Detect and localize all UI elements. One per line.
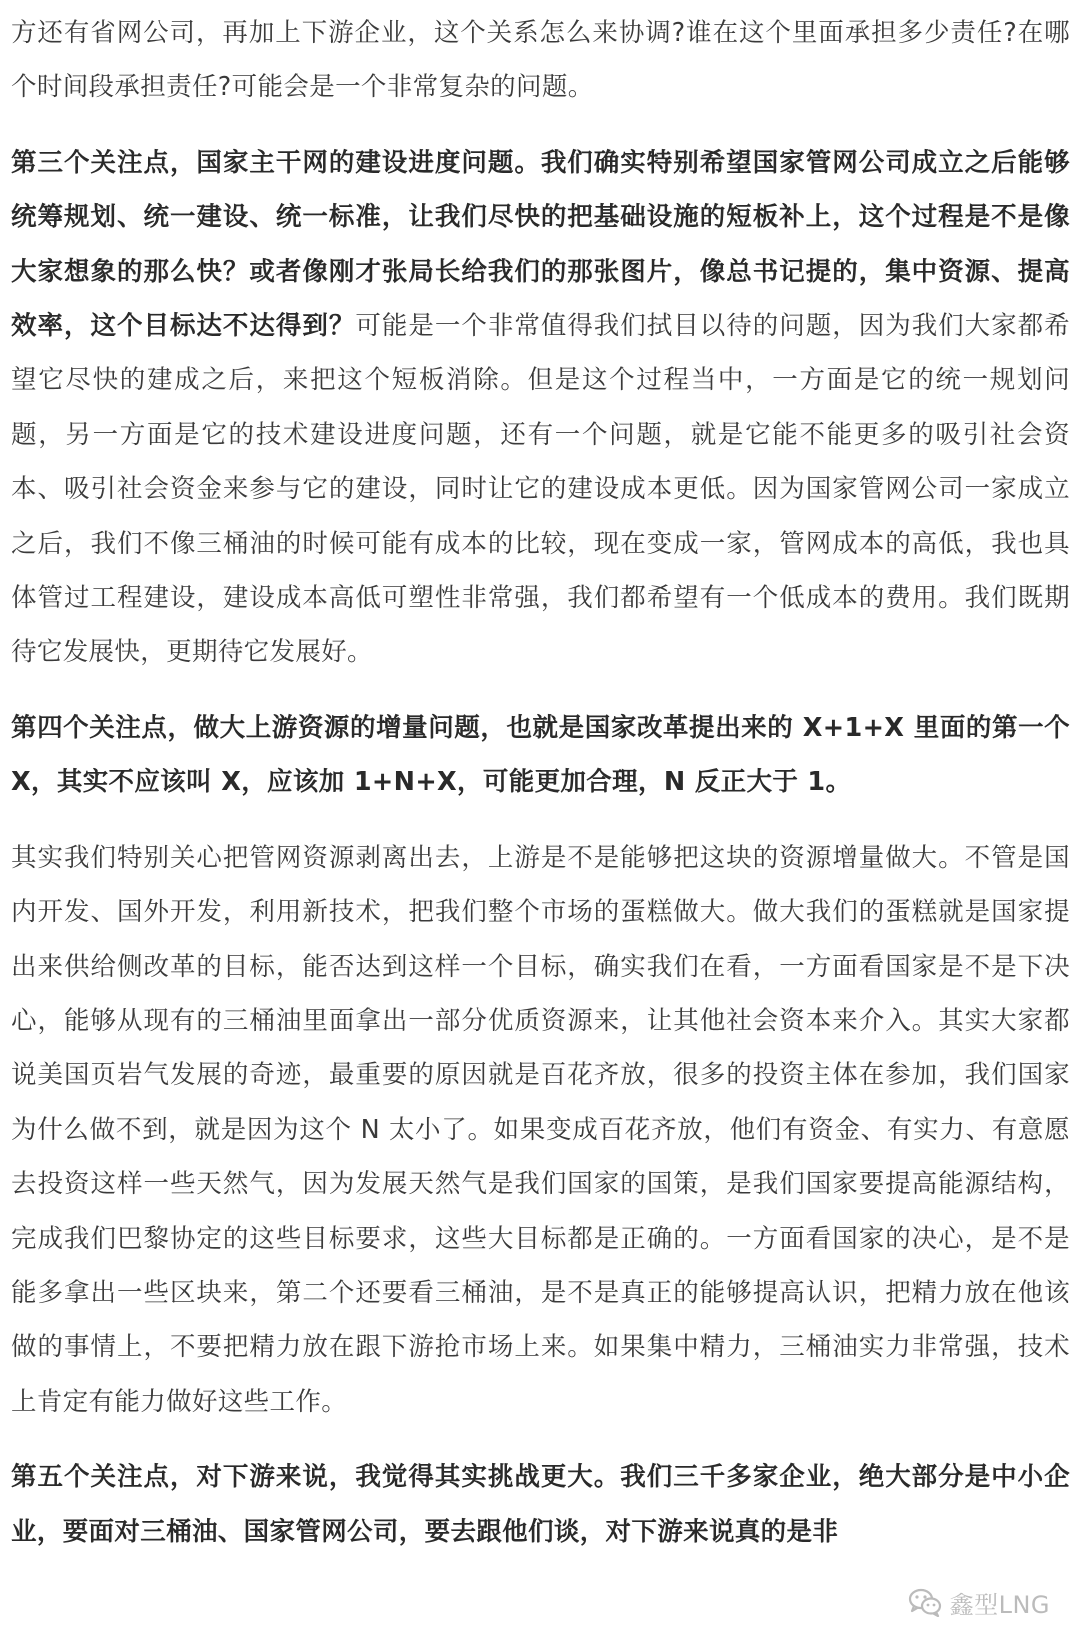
paragraph-5-heading: 第五个关注点，对下游来说，我觉得其实挑战更大。我们三千多家企业，绝大部分是中小企业，要面对三桶油、国家管网公司，要去跟他们谈，对下游来说真的是非 xyxy=(11,1462,1070,1547)
watermark-text: 鑫型LNG xyxy=(949,1590,1050,1619)
paragraph-3-heading: 第四个关注点，做大上游资源的增量问题，也就是国家改革提出来的 X+1+X 里面的第一个 X，其实不应该叫 X，应该加 1+N+X，可能更加合理，N 反正大于 1。 xyxy=(11,712,1070,798)
paragraph-2-bold-lead: 第三个关注点，国家主干网的建设进度问题。我们确实特别希望国家管网公司成立之后能够统筹规划、统一建设、统一标准，让我们尽快的把基础设施的短板补上，这个过程是不是像大家想象的那么快？或者像刚才张局长给我们的那张图片，像总书记提的，集中资源、提高效率，这个目标达不达得到？ xyxy=(11,147,1070,342)
watermark xyxy=(908,1582,1050,1622)
wechat-icon xyxy=(908,1587,942,1617)
paragraph-1: 方还有省网公司，再加上下游企业，这个关系怎么来协调?谁在这个里面承担多少责任?在哪个时间段承担责任?可能会是一个非常复杂的问题。 xyxy=(11,18,1070,103)
paragraph-4: 其实我们特别关心把管网资源剥离出去，上游是不是能够把这块的资源增量做大。不管是国内开发、国外开发，利用新技术，把我们整个市场的蛋糕做大。做大我们的蛋糕就是国家提出来供给侧改革的目标，能否达到这样一个目标，确实我们在看，一方面看国家是不是下决心，能够从现有的三桶油里面拿出一部分优质资源来，让其他社会资本来介入。其实大家都说美国页岩气发展的奇迹，最重要的原因就是百花齐放，很多的投资主体在参加，我们国家为什么做不到，就是因为这个 N 太小了。如果变成百花齐放，他们有资金、有实力、有意愿去投资这样一些天然气，因为发展天然气是我们国家的国策，是我们国家要提高能源结构，完成我们巴黎协定的这些目标要求，这些大目标都是正确的。一方面看国家的决心，是不是能多拿出一些区块来，第二个还要看三桶油，是不是真正的能够提高认识，把精力放在他该做的事情上，不要把精力放在跟下游抢市场上来。如果集中精力，三桶油实力非常强，技术上肯定有能力做好这些工作。 xyxy=(11,842,1070,1417)
paragraph-2-body: 可能是一个非常值得我们拭目以待的问题，因为我们大家都希望它尽快的建成之后，来把这个短板消除。但是这个过程当中，一方面是它的统一规划问题，另一方面是它的技术建设进度问题，还有一个问题，就是它能不能更多的吸引社会资本、吸引社会资金来参与它的建设，同时让它的建设成本更低。因为国家管网公司一家成立之后，我们不像三桶油的时候可能有成本的比较，现在变成一家，管网成本的高低，我也具体管过工程建设，建设成本高低可塑性非常强，我们都希望有一个低成本的费用。我们既期待它发展快，更期待它发展好。 xyxy=(11,311,1070,668)
paragraph-2 xyxy=(11,136,1070,680)
